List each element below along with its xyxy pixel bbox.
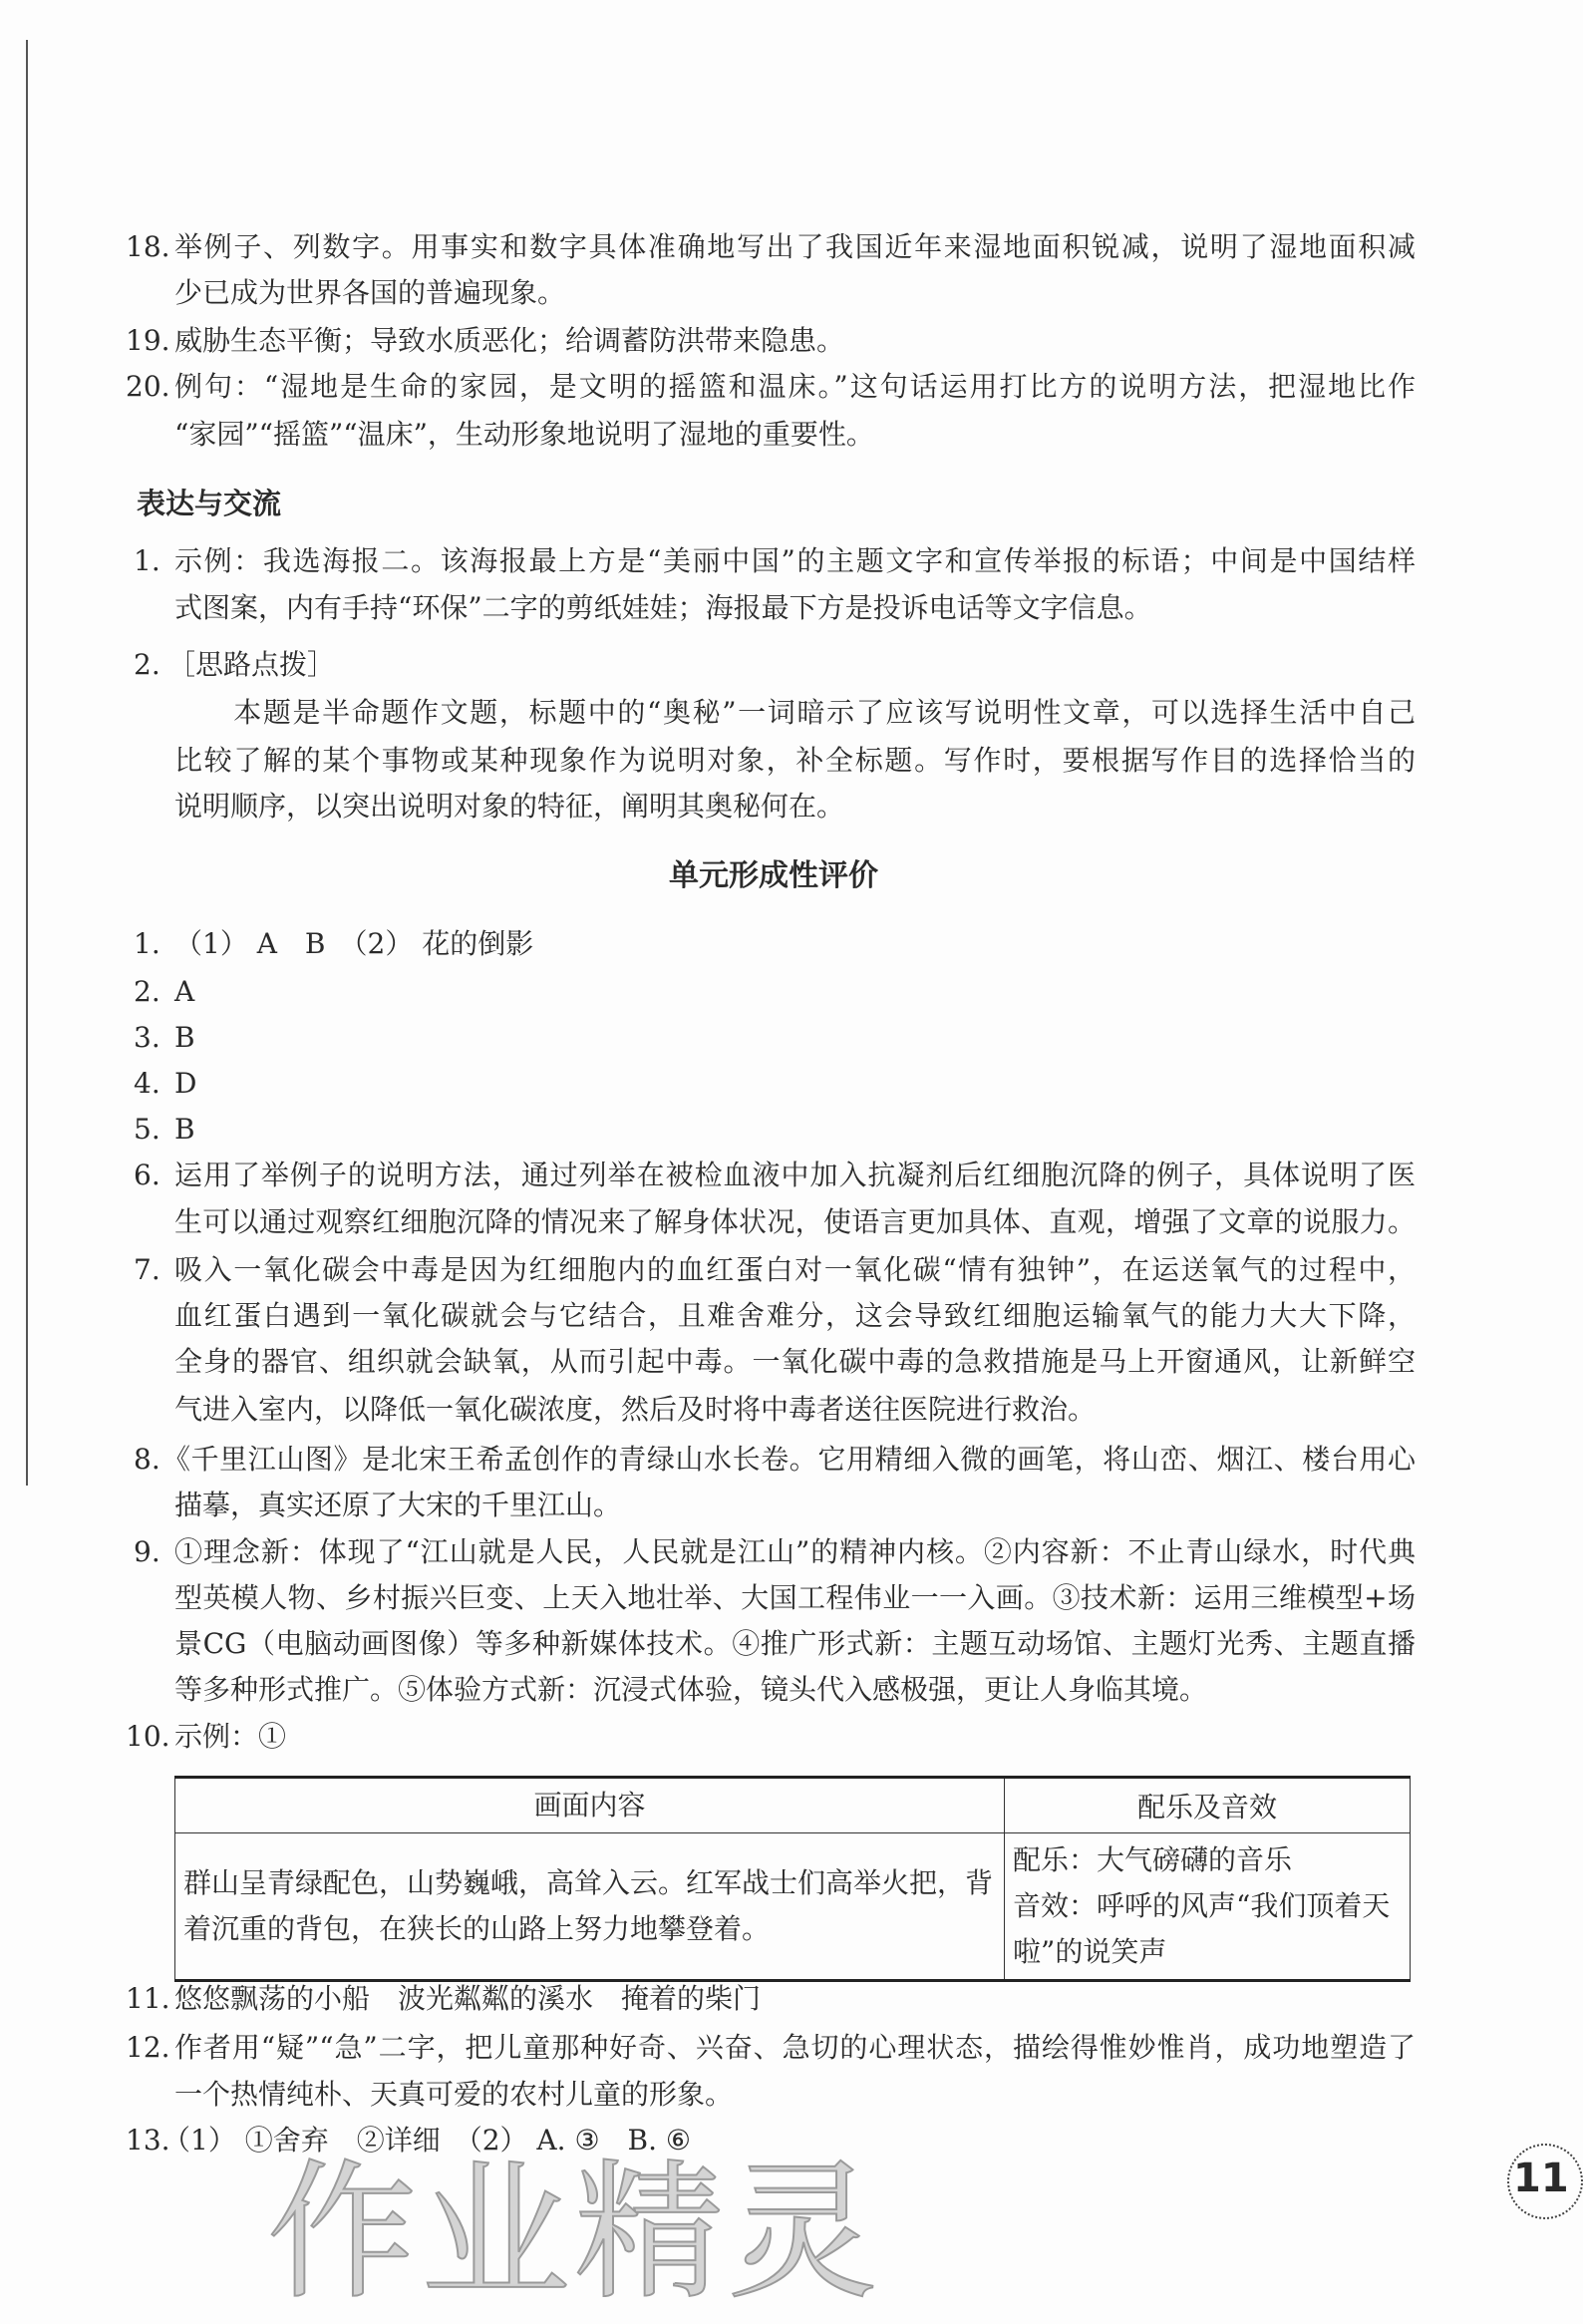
item-number: 20. — [126, 370, 170, 403]
answer-line: （1） ①舍弃 ②详细 （2） A. ③ B. ⑥ — [162, 2124, 692, 2157]
item-number: 18. — [126, 230, 170, 263]
item-number: 6. — [134, 1159, 160, 1191]
binding-line — [26, 40, 28, 1486]
answer-line: 气进入室内，以降低一氧化碳浓度，然后及时将中毒者送往医院进行救治。 — [174, 1393, 1097, 1426]
answer-line: 威胁生态平衡；导致水质恶化；给调蓄防洪带来隐患。 — [174, 324, 845, 357]
item-number: 2. — [134, 648, 160, 681]
section-heading: 表达与交流 — [137, 487, 282, 520]
answer-line: B — [174, 1021, 195, 1054]
music-text: 配乐：大气磅礴的音乐 — [1013, 1843, 1293, 1876]
answer-line: “家园”“摇篮”“温床”，生动形象地说明了湿地的重要性。 — [174, 418, 874, 451]
storyboard-table — [174, 1776, 1411, 1982]
table-header: 画面内容 — [175, 1778, 1005, 1833]
answer-line: 运用了举例子的说明方法，通过列举在被检血液中加入抗凝剂后红细胞沉降的例子，具体说明了医 — [174, 1159, 1416, 1191]
answer-line: （1） A B （2） 花的倒影 — [174, 927, 534, 960]
answer-line: 举例子、列数字。用事实和数字具体准确地写出了我国近年来湿地面积锐减，说明了湿地面积减 — [174, 230, 1416, 263]
answer-line: 描摹，真实还原了大宋的千里江山。 — [174, 1489, 622, 1521]
answer-line: 本题是半命题作文题，标题中的“奥秘”一词暗示了应该写说明性文章，可以选择生活中自己 — [174, 696, 1416, 729]
answer-line: 悠悠飘荡的小船 波光粼粼的溪水 掩着的柴门 — [174, 1982, 762, 2015]
answer-line: 式图案，内有手持“环保”二字的剪纸娃娃；海报最下方是投诉电话等文字信息。 — [174, 591, 1152, 624]
item-number: 19. — [126, 324, 170, 357]
answer-line: 型英模人物、乡村振兴巨变、上天入地壮举、大国工程伟业一一入画。③技术新：运用三维模型+场 — [174, 1581, 1416, 1614]
answer-line: 《千里江山图》是北宋王希孟创作的青绿山水长卷。它用精细入微的画笔，将山峦、烟江、楼台用心 — [162, 1443, 1416, 1476]
answer-line: 示例：① — [174, 1720, 287, 1753]
answer-line: ［思路点拨］ — [167, 648, 336, 681]
item-number: 13. — [126, 2124, 170, 2157]
answer-line: 比较了解的某个事物或某种现象作为说明对象，补全标题。写作时，要根据写作目的选择恰当的 — [174, 744, 1416, 777]
item-number: 5. — [134, 1113, 160, 1146]
item-number: 12. — [126, 2031, 170, 2064]
table-cell-content: 群山呈青绿配色，山势巍峨，高耸入云。红军战士们高举火把，背着沉重的背包，在狭长的山路上努力地攀登着。 — [175, 1833, 1005, 1981]
item-number: 1. — [134, 927, 160, 960]
item-number: 8. — [134, 1443, 160, 1476]
answer-line: 吸入一氧化碳会中毒是因为红细胞内的血红蛋白对一氧化碳“情有独钟”，在运送氧气的过程中， — [174, 1253, 1416, 1286]
watermark: 作业精灵 — [267, 2147, 882, 2320]
answer-line: D — [174, 1067, 197, 1100]
answer-line: 生可以通过观察红细胞沉降的情况来了解身体状况，使语言更加具体、直观，增强了文章的说服力。 — [174, 1205, 1416, 1238]
answer-line: 少已成为世界各国的普遍现象。 — [174, 276, 566, 309]
answer-line: A — [174, 975, 195, 1008]
answer-line: 血红蛋白遇到一氧化碳就会与它结合，且难舍难分，这会导致红细胞运输氧气的能力大大下降， — [174, 1299, 1416, 1332]
answer-line: 景CG（电脑动画图像）等多种新媒体技术。④推广形式新：主题互动场馆、主题灯光秀、主题直播 — [174, 1627, 1416, 1660]
answer-line: 作者用“疑”“急”二字，把儿童那种好奇、兴奋、急切的心理状态，描绘得惟妙惟肖，成功地塑造了 — [174, 2031, 1416, 2064]
answer-line: 说明顺序，以突出说明对象的特征，阐明其奥秘何在。 — [174, 790, 845, 823]
section-title: 单元形成性评价 — [669, 858, 878, 893]
sound-text: 音效：呼呼的风声“我们顶着天啦”的说笑声 — [1013, 1889, 1391, 1968]
item-number: 9. — [134, 1535, 160, 1568]
answer-line: 示例：我选海报二。该海报最上方是“美丽中国”的主题文字和宣传举报的标语；中间是中国结样 — [174, 544, 1416, 577]
table-cell-music — [1005, 1833, 1411, 1981]
answer-line: 一个热情纯朴、天真可爱的农村儿童的形象。 — [174, 2078, 734, 2111]
answer-line: 全身的器官、组织就会缺氧，从而引起中毒。一氧化碳中毒的急救措施是马上开窗通风，让新鲜空 — [174, 1345, 1416, 1378]
answer-line: ①理念新：体现了“江山就是人民，人民就是江山”的精神内核。②内容新：不止青山绿水，时代典 — [174, 1535, 1416, 1568]
answer-line: B — [174, 1113, 195, 1146]
item-number: 3. — [134, 1021, 160, 1054]
table-header: 配乐及音效 — [1005, 1778, 1411, 1833]
item-number: 7. — [134, 1253, 160, 1286]
item-number: 1. — [134, 544, 160, 577]
answer-line: 例句：“湿地是生命的家园，是文明的摇篮和温床。”这句话运用打比方的说明方法，把湿地比作 — [174, 370, 1416, 403]
answer-line: 等多种形式推广。⑤体验方式新：沉浸式体验，镜头代入感极强，更让人身临其境。 — [174, 1673, 1208, 1706]
item-number: 11. — [126, 1982, 170, 2015]
item-number: 10. — [126, 1720, 170, 1753]
item-number: 2. — [134, 975, 160, 1008]
item-number: 4. — [134, 1067, 160, 1100]
page-number: 11 — [1513, 2156, 1569, 2201]
